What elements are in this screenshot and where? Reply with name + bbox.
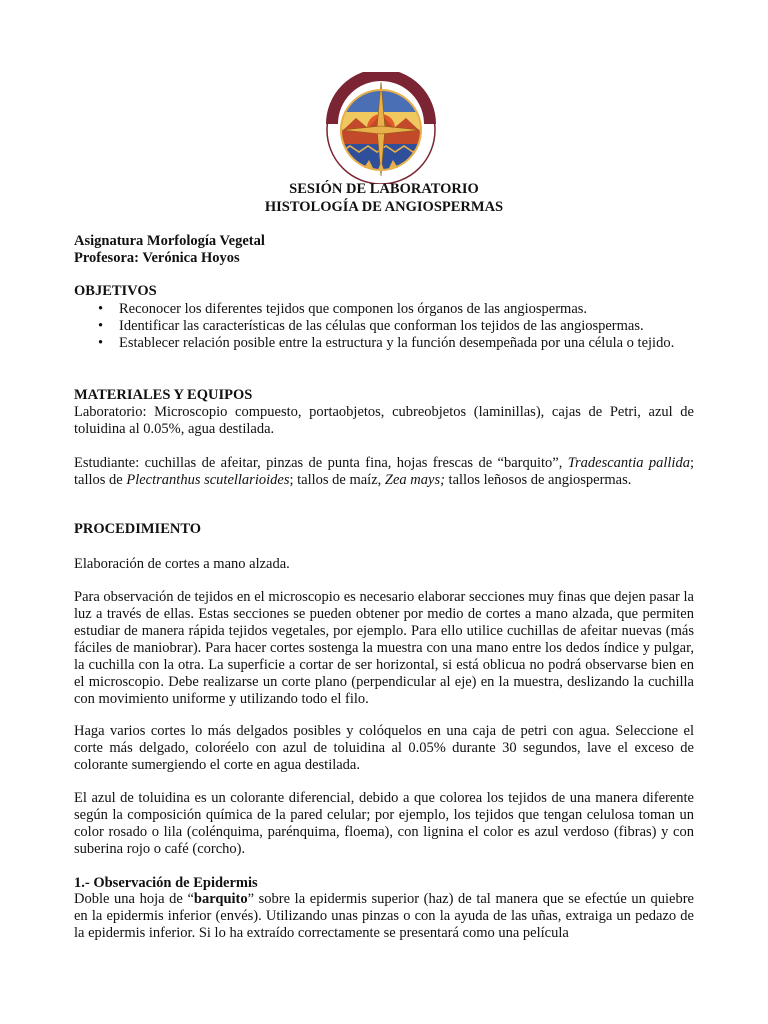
procedure-heading: PROCEDIMIENTO <box>74 521 202 537</box>
procedure-intro: Elaboración de cortes a mano alzada. <box>74 556 290 572</box>
species-name: Tradescantia pallida <box>567 455 690 471</box>
document-subtitle: HISTOLOGÍA DE ANGIOSPERMAS <box>264 199 504 215</box>
section-1-paragraph: Doble una hoja de “barquito” sobre la epidermis superior (haz) de tal manera que se efectúe un quiebre en la epidermis inferior (envés). Utilizando unas pinzas o con la ayuda de las uñas, extraiga un pedazo de la epidermis inferior. Si lo ha extraído correctamente se presentará como una película <box>74 891 694 941</box>
materials-student-paragraph: Estudiante: cuchillas de afeitar, pinzas de punta fina, hojas frescas de “barquito”, Tradescantia pallida; tallos de Plectranthus scutellarioides; tallos de maíz, Zea mays; tallos leñosos de angiospermas. <box>74 455 694 488</box>
section-1-heading: 1.- Observación de Epidermis <box>74 875 258 891</box>
objectives-list <box>74 301 694 352</box>
objective-item: • Establecer relación posible entre la estructura y la función desempeñada por una célula o tejido. <box>74 335 694 352</box>
objective-item: • Identificar las características de las células que conforman los tejidos de las angiospermas. <box>74 318 694 335</box>
course-teacher: Profesora: Verónica Hoyos <box>74 250 240 266</box>
species-name: Zea mays; <box>384 472 445 488</box>
course-subject: Asignatura Morfología Vegetal <box>74 233 265 249</box>
procedure-paragraph-1: Para observación de tejidos en el microscopio es necesario elaborar secciones muy finas que dejen pasar la luz a través de ellas. Estas secciones se pueden obtener por medio de cortes a mano alzada, que permiten estudiar de manera rápida tejidos vegetales, por ejemplo. Para ello utilice cuchillas de afeitar nuevas (más fáciles de maniobrar). Para hacer cortes sostenga la muestra con una mano entre los dedos índice y pulgar, la cuchilla con la otra. La superficie a cortar de ser horizontal, si está oblicua no podrá observarse bien en el microscopio. Debe realizarse un corte plano (perpendicular al eje) en la muestra, deslizando la cuchilla con movimiento uniforme y utilizando todo el filo. <box>74 589 694 707</box>
procedure-paragraph-3: El azul de toluidina es un colorante diferencial, debido a que colorea los tejidos de una manera diferente según la composición química de la pared celular; por ejemplo, los tejidos que tengan celulosa toman un color rosado o lila (colénquima, parénquima, floema), con lignina el color es azul verdoso (fibras) y con suberina rojo o café (corcho). <box>74 790 694 857</box>
university-logo <box>320 72 442 184</box>
document-title: SESIÓN DE LABORATORIO <box>289 181 479 197</box>
procedure-paragraph-2: Haga varios cortes lo más delgados posibles y colóquelos en una caja de petri con agua. Seleccione el corte más delgado, coloréelo con azul de toluidina al 0.05% durante 30 segundos, lave el exceso de colorante sumergiendo el corte en agua destilada. <box>74 723 694 773</box>
materials-heading: MATERIALES Y EQUIPOS <box>74 387 253 403</box>
objectives-heading: OBJETIVOS <box>74 283 157 299</box>
objective-item: • Reconocer los diferentes tejidos que componen los órganos de las angiospermas. <box>74 301 694 318</box>
species-name: Plectranthus scutellarioides <box>126 472 290 488</box>
materials-lab-paragraph: Laboratorio: Microscopio compuesto, portaobjetos, cubreobjetos (laminillas), cajas de Petri, azul de toluidina al 0.05%, agua destilada. <box>74 404 694 437</box>
